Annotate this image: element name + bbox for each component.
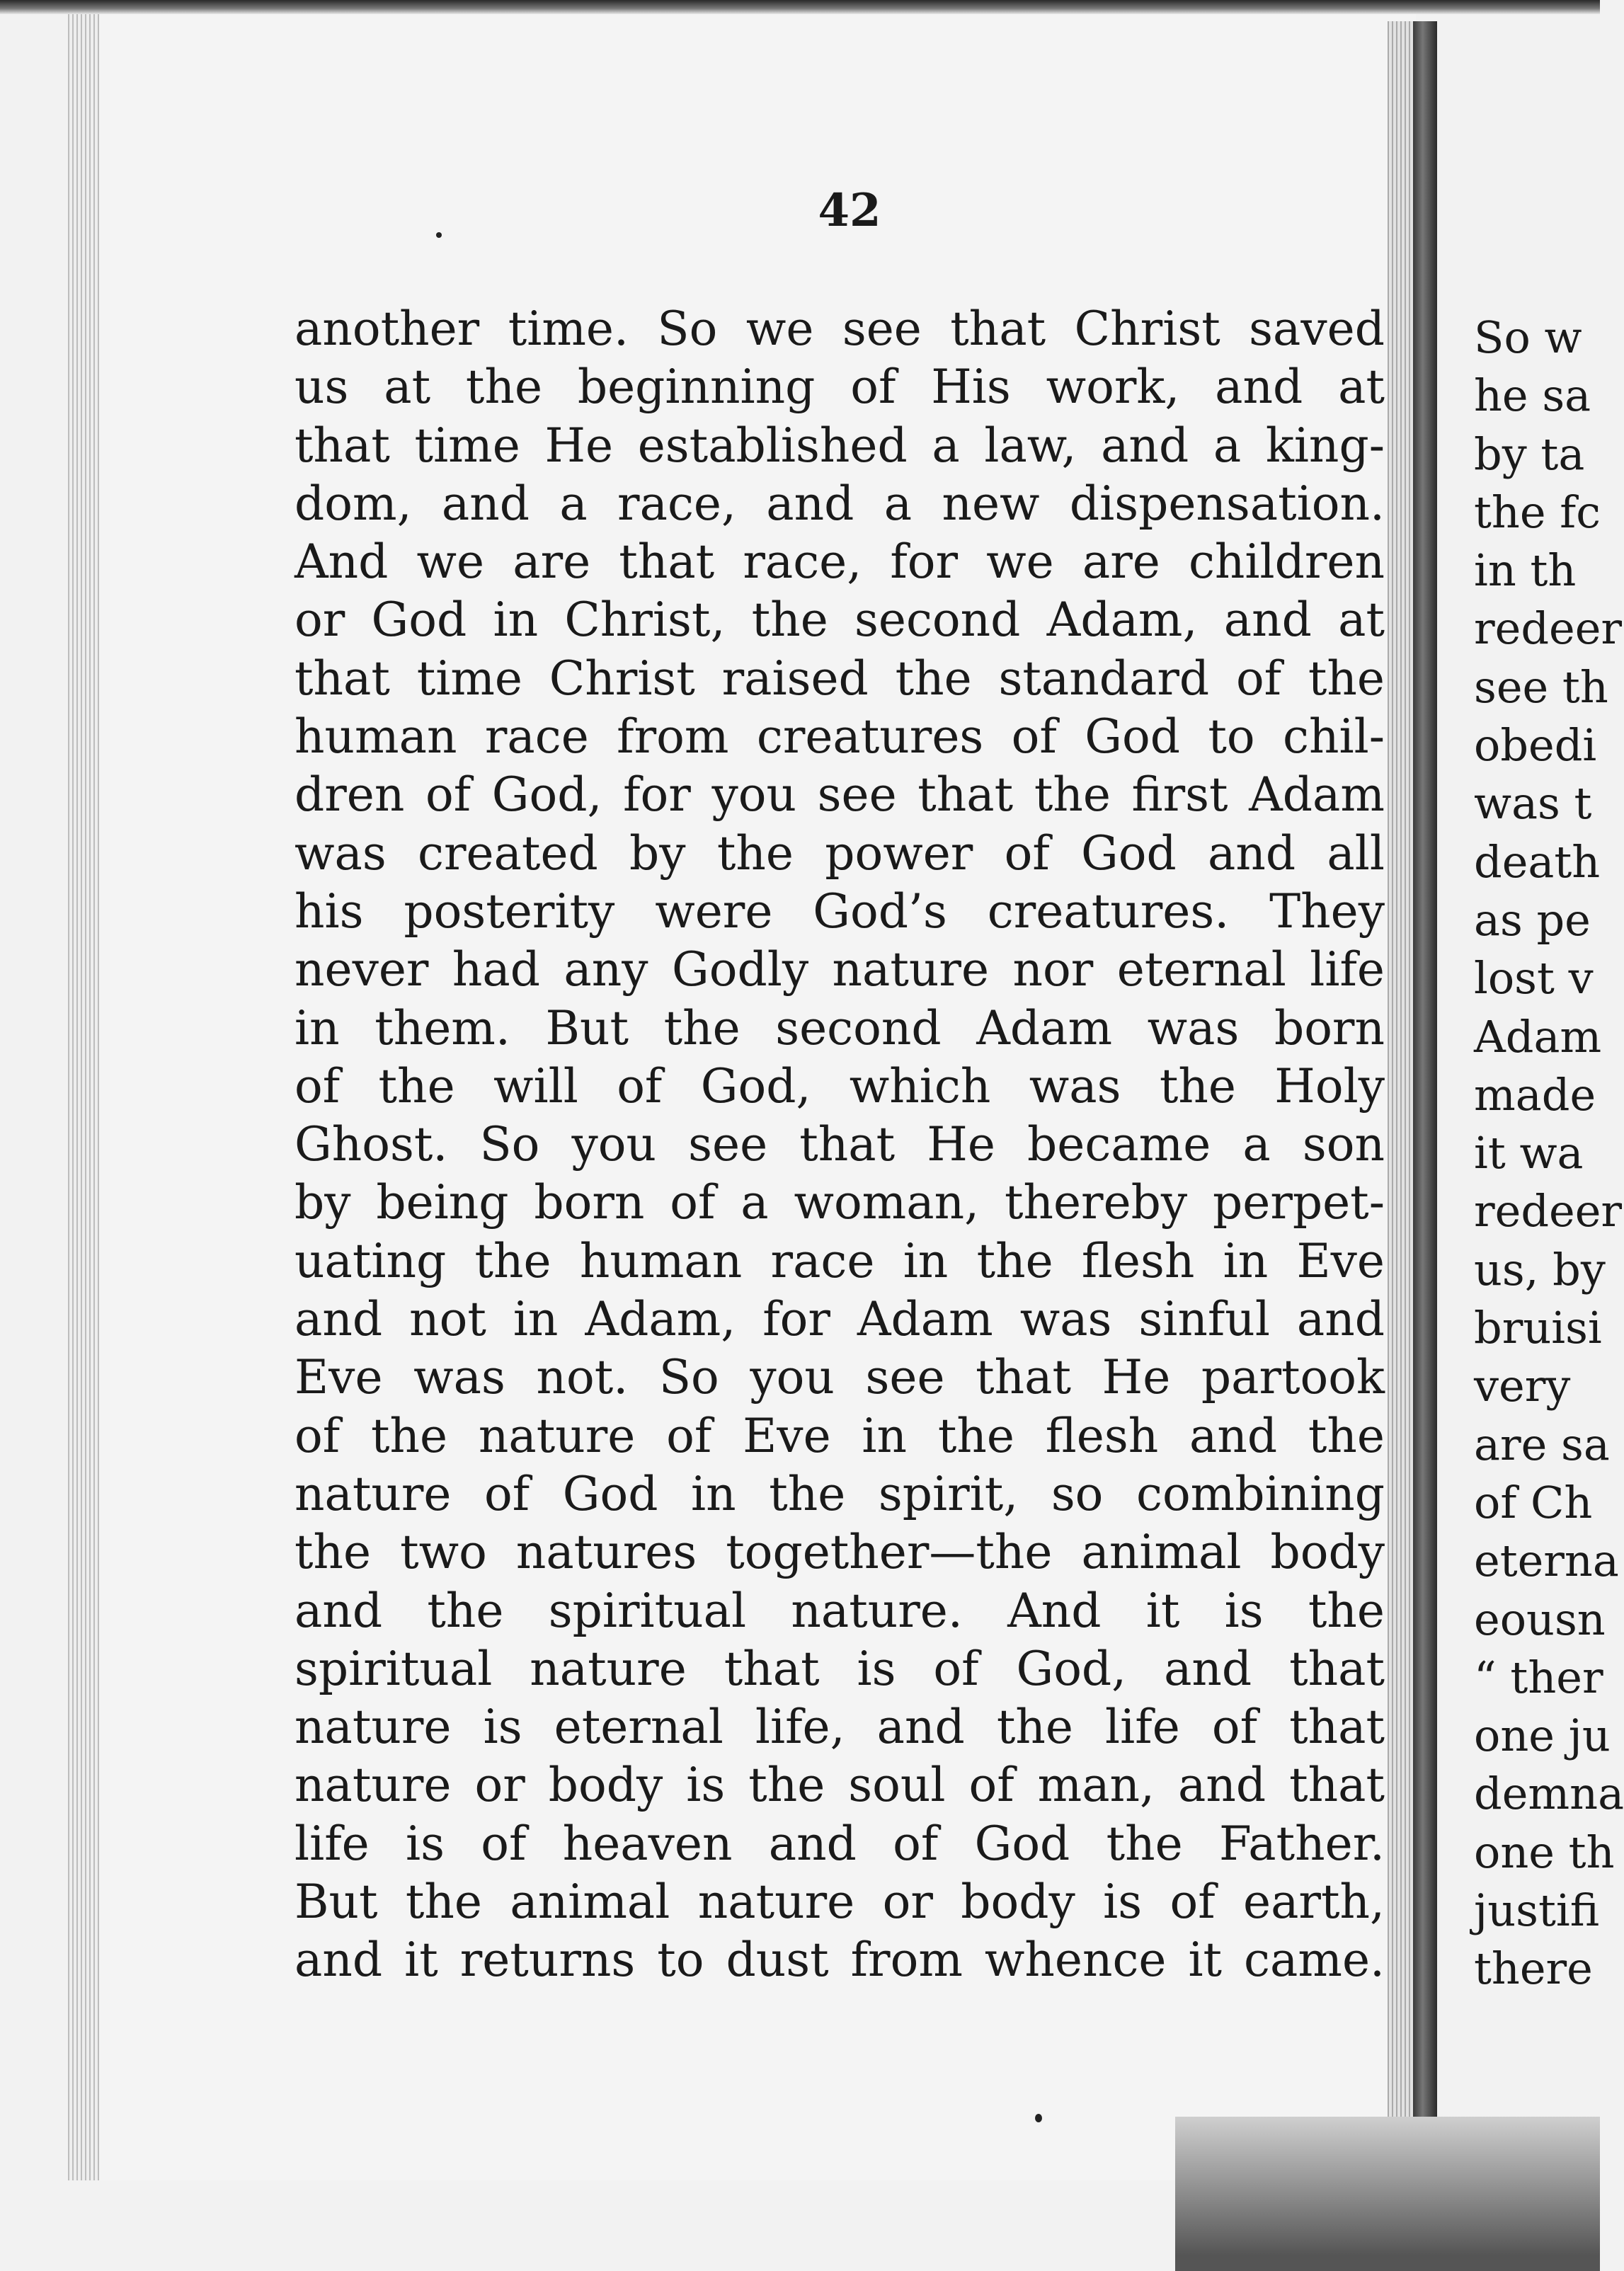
text-line-fragment: of Ch: [1474, 1476, 1593, 1528]
text-line: and not in Adam, for Adam was sinful and: [295, 1292, 1385, 1347]
text-line-fragment: redeer: [1474, 1185, 1623, 1237]
text-line: life is of heaven and of God the Father.: [295, 1816, 1385, 1871]
left-page-text: [295, 300, 1385, 1990]
text-line: nature or body is the soul of man, and that: [295, 1758, 1385, 1813]
text-line-fragment: justifi: [1474, 1884, 1600, 1937]
ink-speck: [1035, 2114, 1042, 2122]
left-page-inner-edge: [1388, 21, 1413, 2131]
text-line-fragment: the fc: [1474, 486, 1601, 538]
text-line: Ghost. So you see that He became a son: [295, 1117, 1385, 1172]
text-line-fragment: it wa: [1474, 1127, 1584, 1179]
text-line: the two natures together—the animal body: [295, 1525, 1385, 1580]
text-line: of the nature of Eve in the flesh and the: [295, 1408, 1385, 1463]
text-line: But the animal nature or body is of earth,: [295, 1875, 1385, 1930]
text-line-fragment: one ju: [1474, 1710, 1611, 1762]
ink-speck: [436, 232, 442, 238]
text-line: in them. But the second Adam was born: [295, 1000, 1385, 1056]
text-line: And we are that race, for we are children: [295, 534, 1385, 590]
text-line-fragment: lost v: [1474, 952, 1594, 1005]
text-line: of the will of God, which was the Holy: [295, 1058, 1385, 1114]
text-line: human race from creatures of God to chil-: [295, 709, 1385, 765]
text-line-fragment: are sa: [1474, 1418, 1610, 1470]
text-line-fragment: by ta: [1474, 428, 1585, 480]
book-gutter: [1413, 21, 1437, 2145]
text-line: nature is eternal life, and the life of that: [295, 1700, 1385, 1755]
text-line: spiritual nature that is of God, and that: [295, 1641, 1385, 1696]
text-line: that time He established a law, and a king-: [295, 418, 1385, 473]
text-line: Eve was not. So you see that He partook: [295, 1350, 1385, 1405]
text-line-fragment: redeer: [1474, 602, 1623, 655]
text-line: another time. So we see that Christ saved: [295, 302, 1385, 356]
text-line: and the spiritual nature. And it is the: [295, 1583, 1385, 1638]
text-line: nature of God in the spirit, so combining: [295, 1466, 1385, 1521]
text-line: dren of God, for you see that the first Adam: [295, 767, 1385, 823]
text-line-fragment: “ ther: [1474, 1651, 1603, 1703]
text-line: and it returns to dust from whence it came.: [295, 1933, 1385, 1988]
text-line: uating the human race in the flesh in Eve: [295, 1233, 1385, 1288]
page-number: 42: [818, 184, 881, 237]
text-line: never had any Godly nature nor eternal life: [295, 942, 1385, 997]
right-page-text-fragment: [1474, 309, 1624, 1998]
text-line-fragment: us, by: [1474, 1243, 1606, 1295]
scan-bottom-shadow: [1175, 2117, 1600, 2271]
text-line: dom, and a race, and a new dispensation.: [295, 476, 1385, 531]
text-line-fragment: there: [1474, 1943, 1593, 1995]
text-line-fragment: So w: [1474, 311, 1582, 363]
text-line: us at the beginning of His work, and at: [295, 360, 1385, 415]
text-line-fragment: bruisi: [1474, 1302, 1602, 1354]
text-line: that time Christ raised the standard of the: [295, 651, 1385, 706]
text-line-fragment: Adam: [1474, 1010, 1602, 1063]
text-line-fragment: he sa: [1474, 370, 1591, 422]
text-line: was created by the power of God and all: [295, 825, 1385, 881]
text-line-fragment: was t: [1474, 777, 1592, 830]
text-line: by being born of a woman, thereby perpet-: [295, 1175, 1385, 1230]
text-line: his posterity were God’s creatures. They: [295, 883, 1385, 939]
text-line-fragment: made: [1474, 1068, 1596, 1121]
text-line-fragment: very: [1474, 1360, 1571, 1412]
text-line-fragment: as pe: [1474, 893, 1591, 946]
book-page-edges: [68, 14, 99, 2180]
text-line-fragment: demna: [1474, 1768, 1624, 1820]
text-line-fragment: one th: [1474, 1826, 1615, 1878]
text-line-fragment: in th: [1474, 544, 1577, 597]
text-line-fragment: death: [1474, 835, 1601, 888]
text-line-fragment: eterna: [1474, 1535, 1619, 1587]
scan-top-border: [0, 0, 1600, 14]
text-line: or God in Christ, the second Adam, and at: [295, 593, 1385, 648]
text-line-fragment: eousn: [1474, 1593, 1606, 1645]
text-line-fragment: see th: [1474, 660, 1608, 713]
text-line-fragment: obedi: [1474, 719, 1597, 772]
